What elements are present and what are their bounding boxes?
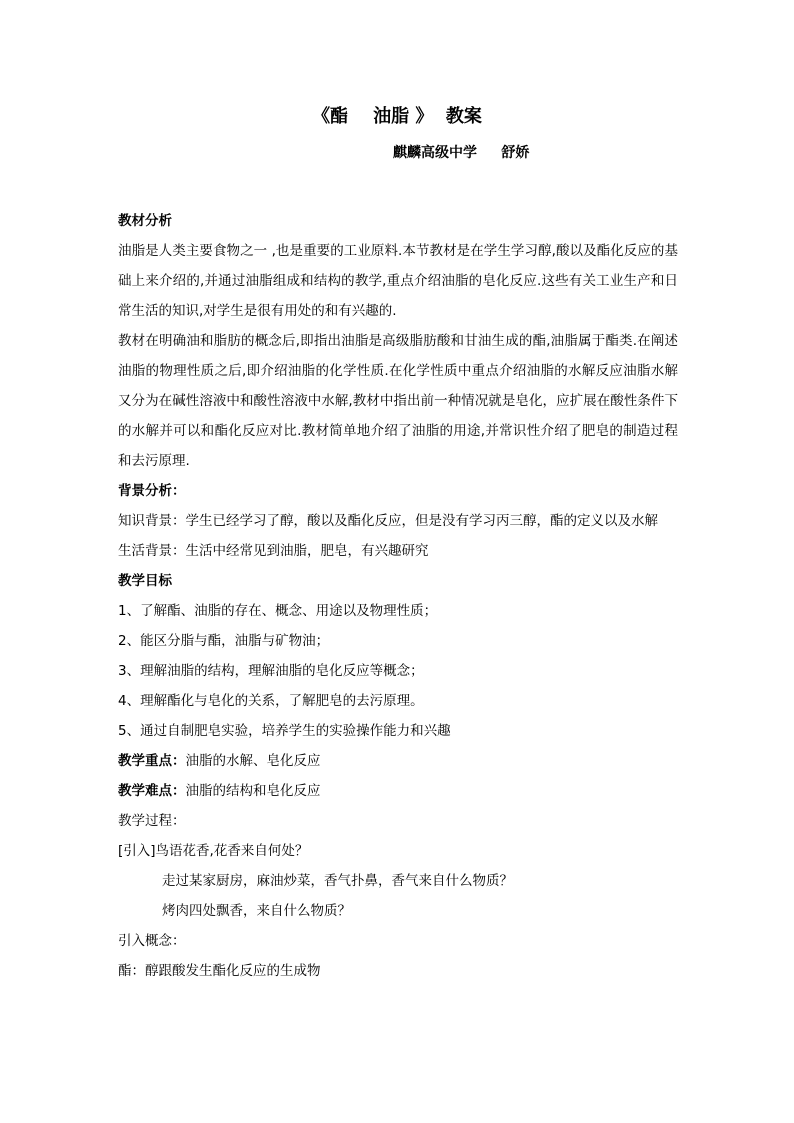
concept-heading: 引入概念：: [118, 933, 186, 949]
teaching-goal-item: 4、理解酯化与皂化的关系，了解肥皂的去污原理。: [118, 693, 424, 709]
teaching-goal-item: 2、能区分脂与酯，油脂与矿物油；: [118, 633, 330, 649]
life-background: 生活背景：生活中经常见到油脂，肥皂，有兴趣研究: [118, 543, 429, 559]
teaching-difficulty-label: 教学难点：: [118, 783, 186, 799]
material-analysis-heading: 教材分析: [118, 213, 172, 229]
teaching-difficulty-text: 油脂的结构和皂化反应: [185, 783, 321, 799]
document-author: 麒麟高级中学 舒娇: [393, 145, 530, 161]
teaching-difficulty: [118, 776, 678, 806]
intro-line: [引入]鸟语花香,花香来自何处？: [118, 843, 309, 859]
teaching-key-text: 油脂的水解、皂化反应: [185, 753, 321, 769]
material-analysis-paragraph-1: 油脂是人类主要食物之一 ,也是重要的工业原料.本节教材是在学生学习醇,酸以及酯化反应的基础上来介绍的,并通过油脂组成和结构的教学,重点介绍油脂的皂化反应.这些有关工业生产和日常生活的知识,对学生是很有用处的和有兴趣的.: [118, 243, 678, 319]
teaching-goal-item: 3、理解油脂的结构，理解油脂的皂化反应等概念；: [118, 663, 424, 679]
teaching-key-point: [118, 746, 678, 776]
background-analysis-heading: 背景分析：: [118, 483, 186, 499]
intro-question-2: 烤肉四处飘香，来自什么物质？: [162, 903, 351, 919]
teaching-process-heading: 教学过程：: [118, 813, 186, 829]
intro-question-1: 走过某家厨房，麻油炒菜，香气扑鼻，香气来自什么物质？: [162, 873, 513, 889]
teaching-goal-item: 5、通过自制肥皂实验，培养学生的实验操作能力和兴趣: [118, 723, 451, 739]
ester-definition: 酯：醇跟酸发生酯化反应的生成物: [118, 963, 321, 979]
teaching-key-label: 教学重点：: [118, 753, 186, 769]
document-title: 《酯 油脂 》 教案: [312, 106, 482, 127]
document-body: [118, 206, 678, 986]
material-analysis-paragraph-2: 教材在明确油和脂肪的概念后,即指出油脂是高级脂肪酸和甘油生成的酯,油脂属于酯类.在阐述油脂的物理性质之后,即介绍油脂的化学性质.在化学性质中重点介绍油脂的水解反应油脂水解又分为在碱性溶液中和酸性溶液中水解,教材中指出前一种情况就是皂化，应扩展在酸性条件下的水解并可以和酯化反应对比.教材简单地介绍了油脂的用途,并常识性介绍了肥皂的制造过程和去污原理.: [118, 333, 678, 469]
teaching-goals-heading: 教学目标: [118, 573, 172, 589]
teaching-goal-item: 1、了解酯、油脂的存在、概念、用途以及物理性质；: [118, 603, 438, 619]
knowledge-background: 知识背景：学生已经学习了醇，酸以及酯化反应，但是没有学习丙三醇，酯的定义以及水解: [118, 513, 658, 529]
